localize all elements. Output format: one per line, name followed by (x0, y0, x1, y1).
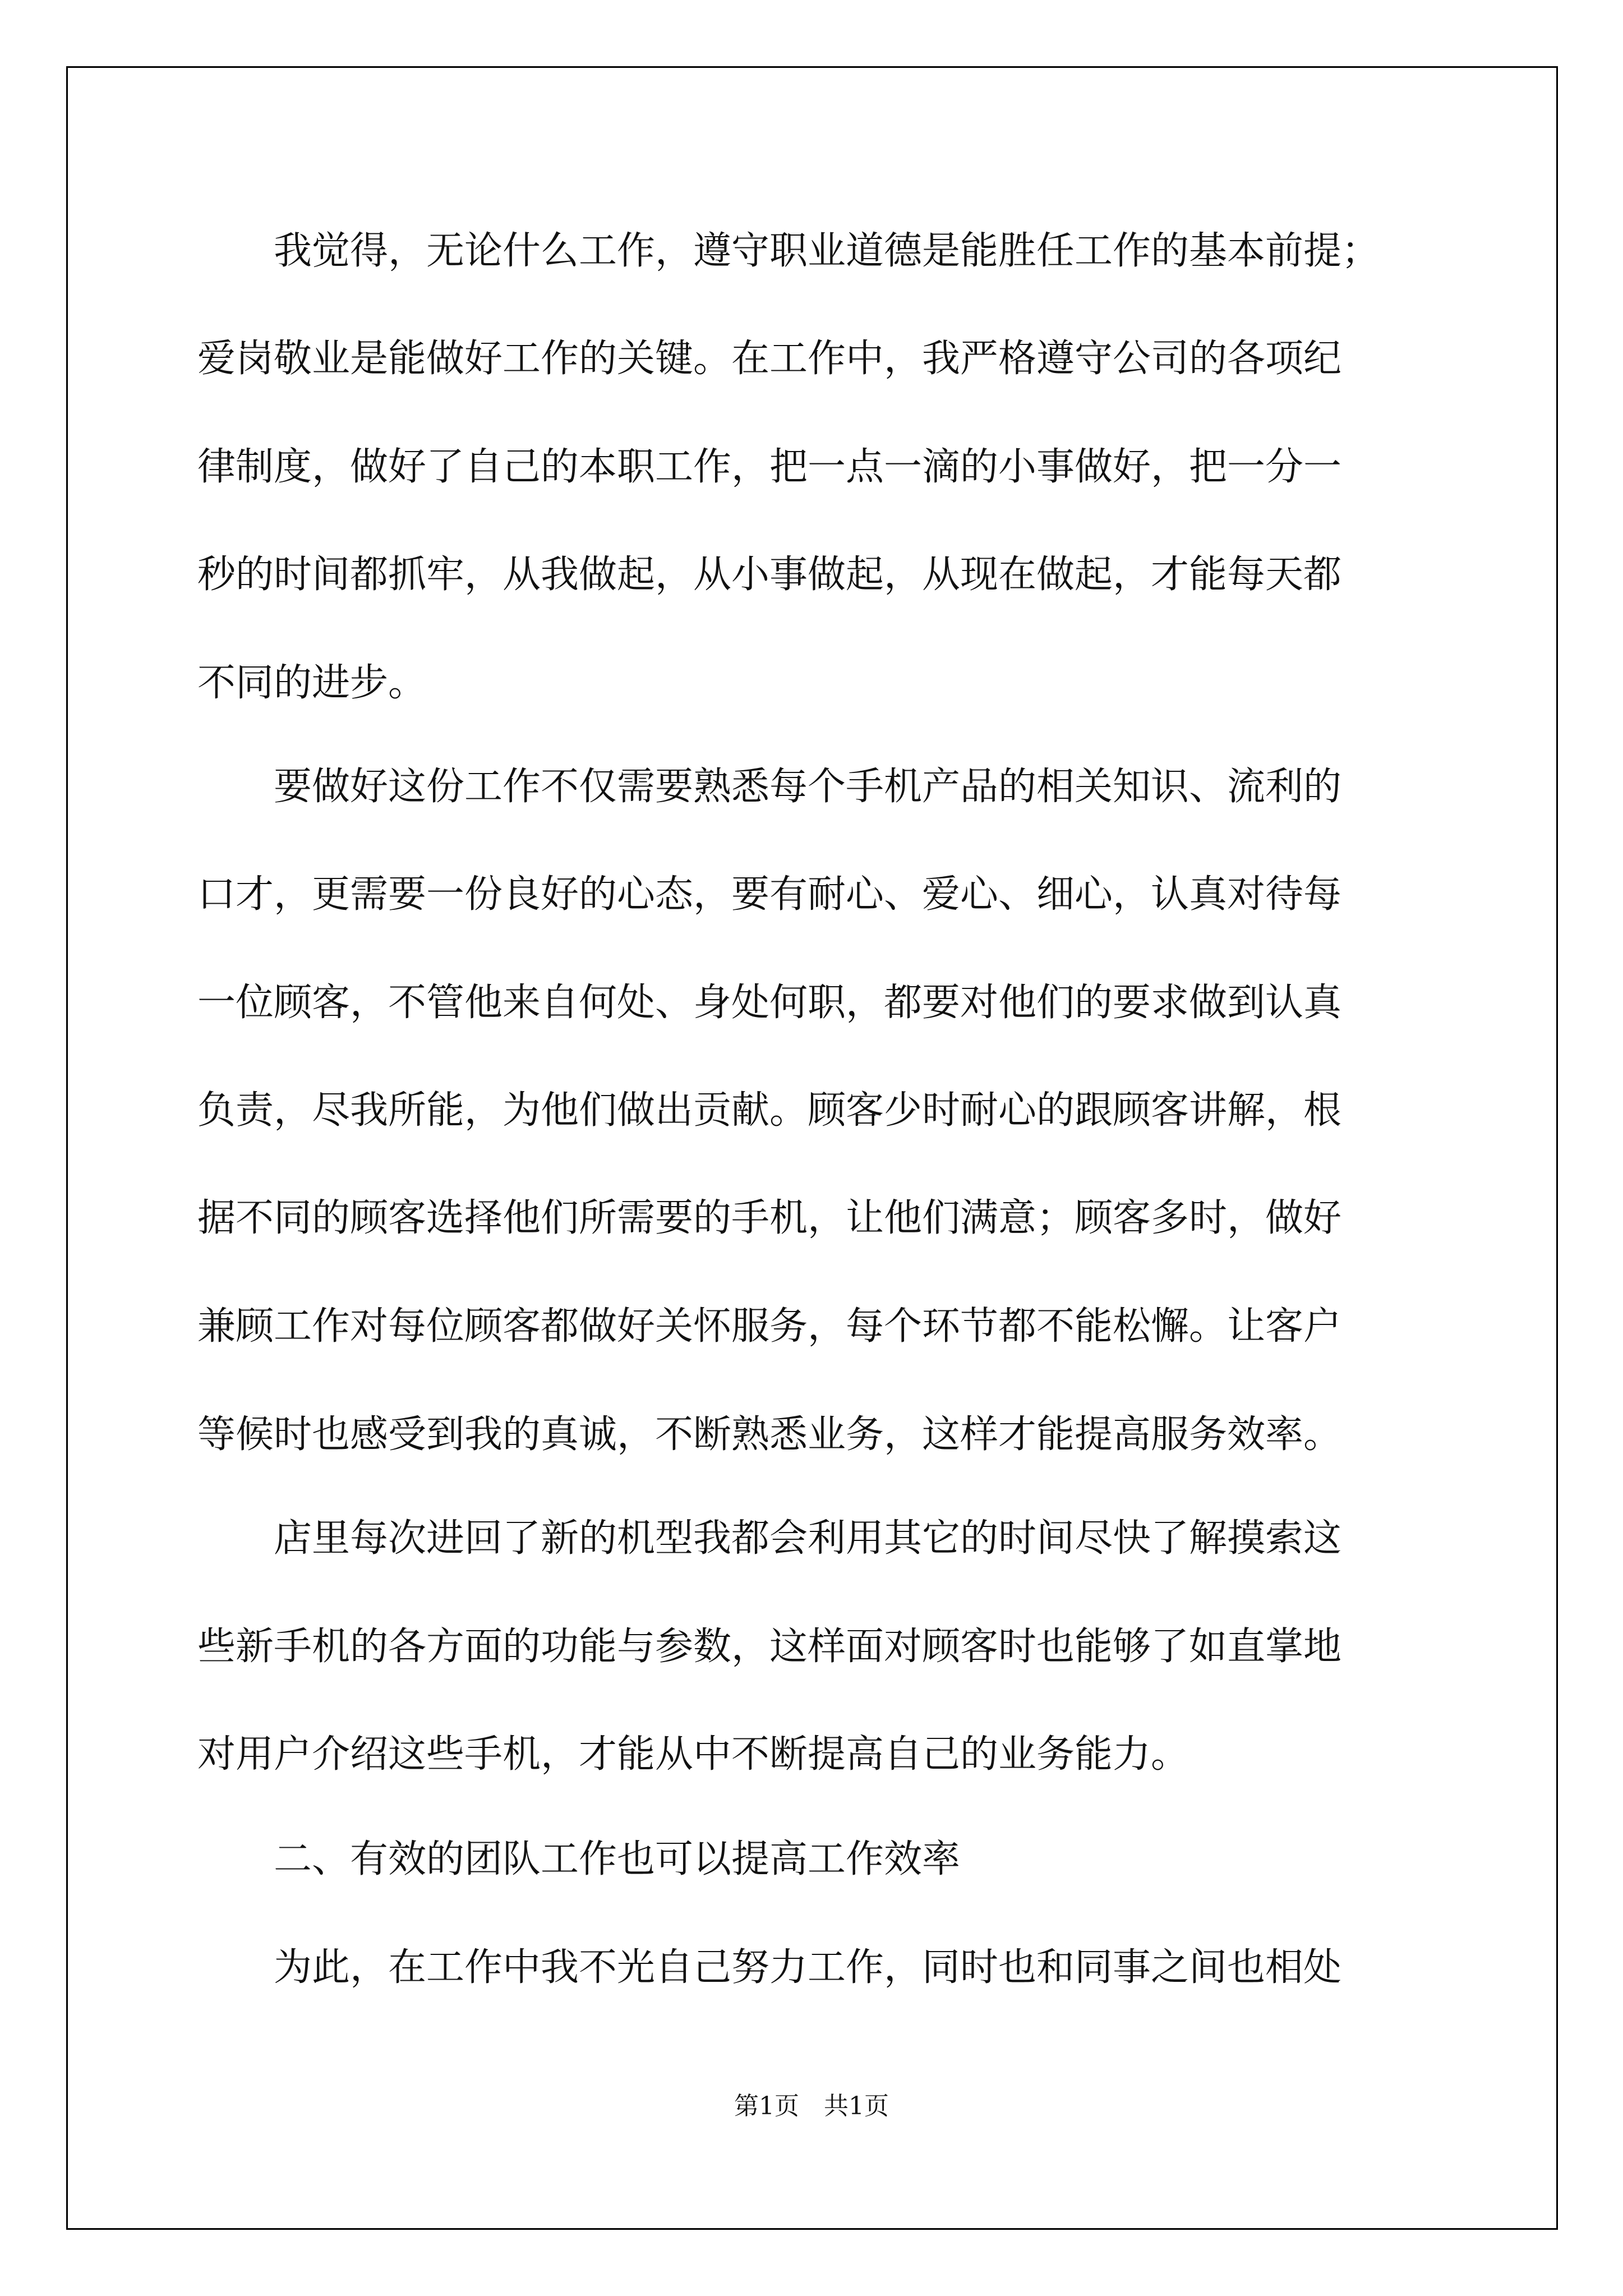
text-line: 店里每次进回了新的机型我都会利用其它的时间尽快了解摸索这 (197, 1516, 1342, 1561)
text-line: 不同的进步。 (197, 661, 427, 705)
text-line: 律制度，做好了自己的本职工作，把一点一滴的小事做好，把一分一 (197, 445, 1342, 489)
text-line: 我觉得，无论什么工作，遵守职业道德是能胜任工作的基本前提； (197, 229, 1380, 273)
text-line: 一位顾客，不管他来自何处、身处何职，都要对他们的要求做到认真 (197, 981, 1342, 1025)
text-line: 爱岗敬业是能做好工作的关键。在工作中，我严格遵守公司的各项纪 (197, 337, 1342, 381)
page-footer: 第1页 共1页 (734, 2092, 889, 2120)
text-line: 负责，尽我所能，为他们做出贡献。顾客少时耐心的跟顾客讲解，根 (197, 1088, 1342, 1133)
text-line: 为此，在工作中我不光自己努力工作，同时也和同事之间也相处 (197, 1945, 1342, 1990)
section-heading: 二、有效的团队工作也可以提高工作效率 (197, 1837, 961, 1881)
text-line: 口才，更需要一份良好的心态，要有耐心、爱心、细心，认真对待每 (197, 872, 1342, 917)
text-line: 等候时也感受到我的真诚，不断熟悉业务，这样才能提高服务效率。 (197, 1412, 1342, 1457)
page-border (66, 66, 1558, 2230)
text-line: 些新手机的各方面的功能与参数，这样面对顾客时也能够了如直掌地 (197, 1625, 1342, 1669)
text-line: 据不同的顾客选择他们所需要的手机，让他们满意；顾客多时，做好 (197, 1196, 1342, 1240)
text-line: 对用户介绍这些手机，才能从中不断提高自己的业务能力。 (197, 1732, 1189, 1777)
text-line: 兼顾工作对每位顾客都做好关怀服务，每个环节都不能松懈。让客户 (197, 1304, 1342, 1349)
text-line: 秒的时间都抓牢，从我做起，从小事做起，从现在做起，才能每天都 (197, 553, 1342, 597)
text-line: 要做好这份工作不仅需要熟悉每个手机产品的相关知识、流利的 (197, 765, 1342, 809)
